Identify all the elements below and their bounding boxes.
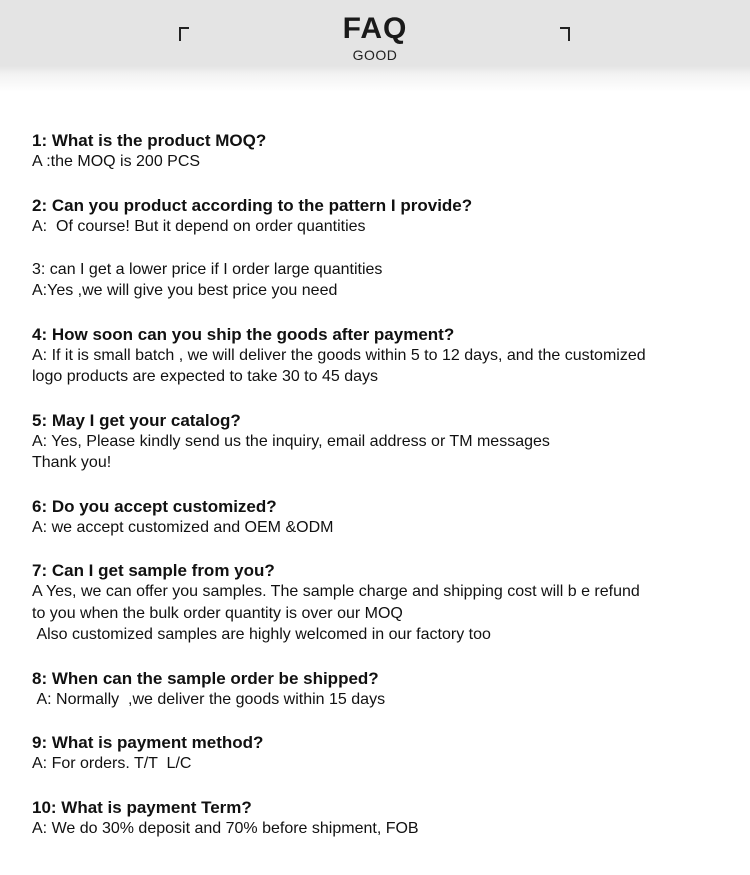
faq-item xyxy=(32,324,732,388)
faq-question: 5: May I get your catalog? xyxy=(32,410,241,430)
faq-answer-line: A:Yes ,we will give you best price you need xyxy=(32,282,338,299)
faq-question: 4: How soon can you ship the goods after payment? xyxy=(32,324,455,344)
faq-answer-line: Thank you! xyxy=(32,454,112,471)
faq-answer-line: to you when the bulk order quantity is over our MOQ xyxy=(32,604,403,622)
faq-item xyxy=(32,195,732,238)
faq-answer-line: A :the MOQ is 200 PCS xyxy=(32,153,201,170)
faq-question: 10: What is payment Term? xyxy=(32,797,252,817)
faq-item xyxy=(32,732,732,775)
page-title: FAQ xyxy=(342,12,408,45)
faq-item xyxy=(32,560,732,646)
faq-question: 2: Can you product according to the pattern I provide? xyxy=(32,195,473,215)
faq-question: 6: Do you accept customized? xyxy=(32,496,277,516)
faq-item xyxy=(32,797,732,840)
faq-question: 1: What is the product MOQ? xyxy=(32,131,267,150)
faq-answer-line: A Yes, we can offer you samples. The sample charge and shipping cost will b e refund xyxy=(32,583,640,600)
faq-item xyxy=(32,130,732,173)
corner-bracket-right-icon xyxy=(560,27,570,41)
faq-answer-line: A: Of course! But it depend on order quantities xyxy=(32,217,366,235)
faq-answer-line: logo products are expected to take 30 to 45 days xyxy=(32,368,379,385)
faq-item xyxy=(32,259,732,302)
faq-item xyxy=(32,410,732,474)
faq-item xyxy=(32,496,732,539)
faq-item xyxy=(32,668,732,711)
faq-question: 8: When can the sample order be shipped? xyxy=(32,668,379,688)
faq-answer-line: A: For orders. T/T L/C xyxy=(32,755,192,772)
faq-answer-line: A: Normally ,we deliver the goods within 15 days xyxy=(32,690,386,708)
faq-answer-line: A: We do 30% deposit and 70% before shipment, FOB xyxy=(32,819,419,837)
faq-question: 3: can I get a lower price if I order large quantities xyxy=(32,261,383,278)
faq-answer-line: A: we accept customized and OEM &ODM xyxy=(32,518,334,536)
faq-list xyxy=(32,130,732,839)
faq-answer-line: A: If it is small batch , we will deliver the goods within 5 to 12 days, and the customized xyxy=(32,346,646,364)
faq-answer-line: A: Yes, Please kindly send us the inquiry, email address or TM messages xyxy=(32,432,550,450)
page-subtitle: GOOD xyxy=(352,47,398,63)
faq-answer-line: Also customized samples are highly welcomed in our factory too xyxy=(32,626,491,643)
faq-question: 9: What is payment method? xyxy=(32,733,264,752)
faq-header xyxy=(0,0,750,92)
faq-question: 7: Can I get sample from you? xyxy=(32,561,275,580)
